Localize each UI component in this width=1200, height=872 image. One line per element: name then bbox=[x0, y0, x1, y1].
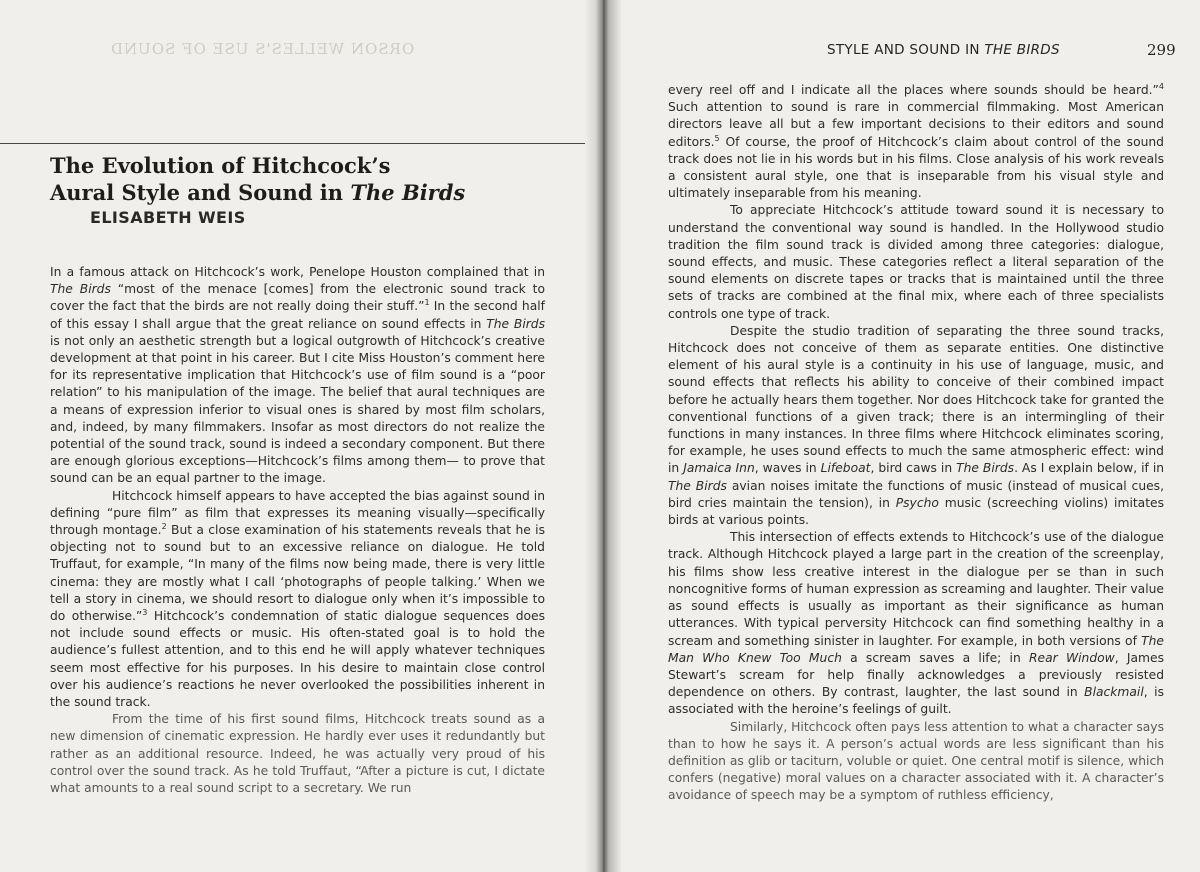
title-line-2-italic: The Birds bbox=[350, 180, 466, 205]
paragraph bbox=[50, 488, 545, 712]
paragraph bbox=[668, 529, 1164, 718]
footnote-marker: 3 bbox=[142, 607, 148, 617]
text-run: , waves in bbox=[754, 461, 821, 476]
book-gutter bbox=[585, 0, 621, 872]
text-run: Despite the studio tradition of separating the three sound tracks, Hitchcock does not conceive of them as separate entities. One distinctive element of his aural style is a continuity in his use of language, music, and sound effects that reflects his ability to conceive of their combined impact before he actually hears them together. Nor does Hitchcock take for granted the conventional functions of a given track; there is an intermingling of their functions in many instances. In three films where Hitchcock eliminates scoring, for example, he uses sound effects to much the same atmospheric effect: wind in bbox=[668, 323, 1165, 476]
chapter-rule bbox=[0, 143, 598, 144]
title-line-2 bbox=[50, 179, 465, 206]
film-title: Blackmail bbox=[1084, 685, 1144, 700]
film-title: Jamaica Inn bbox=[683, 461, 755, 476]
left-page bbox=[0, 0, 598, 872]
text-run: avian noises imitate the functions of music (instead of musical cues, bird cries maintain the tension), in bbox=[668, 478, 1164, 510]
text-run: But a close examination of his statements reveals that he is objecting not to sound but to an excessive reliance on dialogue. He told Truffaut, for example, “In many of the films now being made, there is very little cinema: they are mostly what I call ‘photographs of people talking.’ When we tell a story in cinema, we should resort to dialogue only when it’s impossible to do otherwise.” bbox=[50, 523, 545, 624]
text-run: In a famous attack on Hitchcock’s work, Penelope Houston complained that in bbox=[50, 265, 545, 279]
paragraph: Similarly, Hitchcock often pays less attention to what a character says than to how he says it. A person’s actual words are less significant than his definition as glib or taciturn, voluble or quiet. One central motif is silence, which confers (negative) moral values on a character associated with it. A character’s avoidance of speech may be a symptom of ruthless efficiency, bbox=[668, 719, 1164, 803]
paragraph bbox=[50, 711, 545, 797]
film-title: Rear Window bbox=[1029, 650, 1115, 665]
text-run: From the time of his first sound films, Hitchcock treats sound as a new dimension of cinematic expression. He hardly ever uses it redundantly but rather as an additional resource. Indeed, he was actually very proud of his control over the sound track. As he told Truffaut, “After a picture is cut, I dictate what amounts to a real sound script to a secretary. We run bbox=[50, 712, 545, 796]
text-run: a scream saves a life; in bbox=[841, 650, 1030, 665]
film-title: The Man Who Knew Too Much bbox=[668, 633, 1164, 665]
right-page bbox=[606, 0, 1200, 872]
running-head-italic: THE BIRDS bbox=[984, 42, 1060, 58]
paragraph bbox=[668, 82, 1164, 202]
text-run: “most of the menace [comes] from the electronic sound track to cover the fact that the birds are not really doing their stuff.” bbox=[50, 282, 545, 314]
page-number: 299 bbox=[1147, 41, 1176, 59]
text-run: In the second half of this essay I shall argue that the great reliance on sound effects in bbox=[50, 299, 545, 331]
film-title: The Birds bbox=[956, 461, 1015, 476]
text-run: . As I explain below, if in bbox=[1014, 461, 1165, 476]
footnote-marker: 4 bbox=[1158, 81, 1164, 91]
author-name: ELISABETH WEIS bbox=[90, 208, 246, 227]
chapter-title bbox=[50, 152, 465, 206]
text-run: This intersection of effects extends to Hitchcock’s use of the dialogue track. Although Hitchcock played a large part in the creation of the screenplay, his films show less creative interest in the dialogue per se than in such noncognitive forms of human expression as screaming and laughter. Their value as sound effects is usually as important as their significance as human utterances. With typical perversity Hitchcock can find something healthy in a scream and something sinister in laughter. For example, in both versions of bbox=[668, 530, 1164, 648]
running-head bbox=[827, 42, 1060, 58]
text-run: is not only an aesthetic strength but a logical outgrowth of Hitchcock’s creative development at that point in his career. But I cite Miss Houston’s comment here for its representative implication that Hitchcock’s use of film sound is a “poor relation” to his manipulation of the image. The belief that aural techniques are a means of expression inferior to visual ones is shared by most film scholars, and, indeed, by many filmmakers. Insofar as most directors do not realize the potential of the sound track, sound is indeed a secondary component. But there are enough glorious exceptions—Hitchcock’s films among them— to prove that sound can be an equal partner to the image. bbox=[50, 333, 545, 486]
right-body-text bbox=[668, 82, 1164, 805]
title-line-1: The Evolution of Hitchcock’s bbox=[50, 153, 391, 178]
footnote-marker: 2 bbox=[161, 521, 167, 531]
film-title: Psycho bbox=[895, 495, 939, 510]
film-title: The Birds bbox=[486, 316, 545, 331]
paragraph: To appreciate Hitchcock’s attitude toward sound it is necessary to understand the conventional way sound is handled. In the Hollywood studio tradition the film sound track is divided among three categories: dialogue, sound effects, and music. These categories reflect a literal separation of the sound elements on discrete tapes or tracks that is maintained until the three sets of tracks are combined at the final mix, where each of three specialists controls one type of track. bbox=[668, 203, 1164, 321]
text-run: , bird caws in bbox=[870, 461, 957, 476]
paragraph bbox=[50, 264, 545, 488]
title-line-2-text: Aural Style and Sound in bbox=[50, 180, 351, 205]
bleed-through-heading: ORSON WELLES'S USE OF SOUND bbox=[110, 40, 415, 58]
paragraph bbox=[668, 323, 1164, 529]
text-run: Such attention to sound is rare in commercial filmmaking. Most American directors leave all but a few important decisions to their editors and sound editors. bbox=[668, 100, 1164, 149]
left-body-text bbox=[50, 264, 545, 797]
text-run: , James Stewart’s scream for help finally acknowledges a previously resisted dependence on others. By contrast, laughter, the last sound in bbox=[668, 650, 1165, 700]
film-title: The Birds bbox=[50, 282, 111, 297]
text-run: Hitchcock himself appears to have accepted the bias against sound in defining “pure film” as film that expresses its meaning visually—specifically through montage. bbox=[50, 488, 545, 538]
film-title: Lifeboat bbox=[820, 461, 871, 476]
text-run: Of course, the proof of Hitchcock’s claim about control of the sound track does not lie in his words but in his films. Close analysis of his work reveals a consistent aural style, one that is inseparable from his visual style and ultimately inseparable from his meaning. bbox=[668, 134, 1164, 201]
text-run: music (screeching violins) imitates birds at various points. bbox=[668, 495, 1165, 528]
footnote-marker: 1 bbox=[424, 298, 430, 308]
text-run: , is associated with the heroine’s feelings of guilt. bbox=[668, 685, 1164, 717]
running-head-text: STYLE AND SOUND IN bbox=[827, 42, 985, 58]
film-title: The Birds bbox=[668, 478, 727, 493]
text-run: every reel off and I indicate all the places where sounds should be heard.” bbox=[668, 83, 1159, 97]
text-run: Hitchcock’s condemnation of static dialogue sequences does not include sound effects or music. His often-stated goal is to hold the audience’s fullest attention, and to this end he will apply whatever techniques seem most effective for his purposes. In his desire to maintain close control over his audience’s reactions he never overlooked the possibilities inherent in the sound track. bbox=[50, 609, 545, 710]
footnote-marker: 5 bbox=[714, 133, 720, 143]
